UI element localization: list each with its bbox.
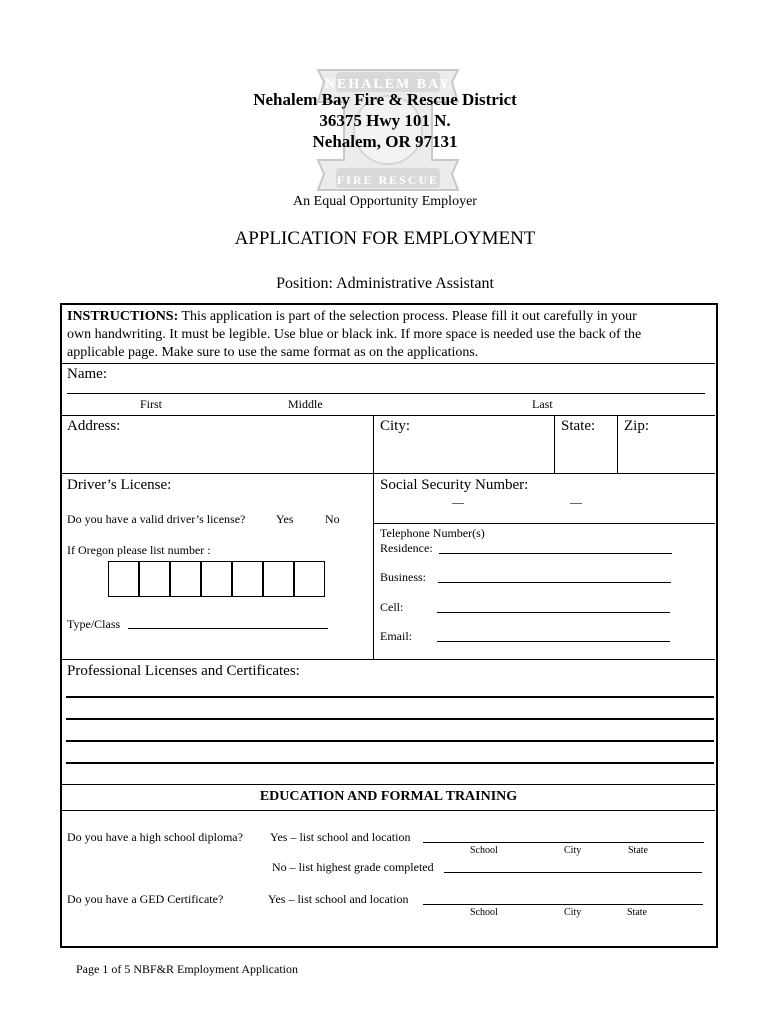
oregon-license-label: If Oregon please list number : <box>67 543 211 557</box>
zip-label: Zip: <box>624 418 649 434</box>
valid-license-question: Do you have a valid driver’s license? <box>67 512 246 526</box>
state-caption: State <box>628 845 648 856</box>
divider <box>373 415 374 474</box>
divider <box>62 473 715 474</box>
business-label: Business: <box>380 570 427 584</box>
ssn-dash: — <box>570 495 582 509</box>
ged-question: Do you have a GED Certificate? <box>67 892 224 906</box>
high-school-question: Do you have a high school diploma? <box>67 830 243 844</box>
city-label: City: <box>380 418 411 434</box>
email-field[interactable] <box>437 641 670 642</box>
organization-name: Nehalem Bay Fire & Rescue District <box>253 90 517 109</box>
type-class-label: Type/Class <box>67 617 121 631</box>
email-label: Email: <box>380 629 412 643</box>
license-digit-box[interactable] <box>232 561 263 597</box>
type-class-field[interactable] <box>128 628 328 629</box>
cell-phone-field[interactable] <box>437 612 670 613</box>
instructions-line-3: applicable page. Make sure to use the same format as on the applications. <box>67 345 479 360</box>
education-heading: EDUCATION AND FORMAL TRAINING <box>259 789 518 804</box>
ged-field[interactable] <box>423 904 703 905</box>
licenses-line[interactable] <box>66 762 714 764</box>
residence-label: Residence: <box>380 541 433 555</box>
cell-label: Cell: <box>380 600 404 614</box>
city-caption: City <box>564 845 582 856</box>
licenses-line[interactable] <box>66 740 714 742</box>
highest-grade-field[interactable] <box>444 872 702 873</box>
name-label: Name: <box>67 366 107 382</box>
licenses-line[interactable] <box>66 718 714 720</box>
last-name-caption: Last <box>532 397 553 411</box>
license-digit-box[interactable] <box>294 561 325 597</box>
divider <box>373 473 374 660</box>
middle-name-caption: Middle <box>288 397 323 411</box>
divider <box>62 659 715 660</box>
divider <box>554 415 555 474</box>
divider <box>62 784 715 785</box>
form-title: APPLICATION FOR EMPLOYMENT <box>234 228 536 249</box>
instructions-line-1: This application is part of the selection process. Please fill it out carefully in your <box>181 309 637 324</box>
organization-address: 36375 Hwy 101 N. <box>319 111 451 130</box>
license-digit-box[interactable] <box>201 561 232 597</box>
svg-text:NEHALEM BAY: NEHALEM BAY <box>324 77 452 92</box>
school-caption: School <box>470 845 498 856</box>
divider <box>617 415 618 474</box>
license-digit-box[interactable] <box>170 561 201 597</box>
ssn-label: Social Security Number: <box>380 477 529 493</box>
svg-text:FIRE RESCUE: FIRE RESCUE <box>336 173 440 187</box>
license-digit-box[interactable] <box>139 561 170 597</box>
state-label: State: <box>561 418 596 434</box>
professional-licenses-label: Professional Licenses and Certificates: <box>67 663 300 679</box>
page-footer: Page 1 of 5 NBF&R Employment Application <box>76 962 298 976</box>
telephone-label: Telephone Number(s) <box>380 526 485 540</box>
highest-grade-label: No – list highest grade completed <box>272 860 434 874</box>
license-digit-box[interactable] <box>263 561 294 597</box>
name-field[interactable] <box>67 393 705 394</box>
ssn-dash: — <box>452 495 464 509</box>
position-title: Position: Administrative Assistant <box>276 275 494 292</box>
first-name-caption: First <box>140 397 163 411</box>
high-school-field[interactable] <box>423 842 704 843</box>
equal-opportunity-statement: An Equal Opportunity Employer <box>293 194 477 209</box>
high-school-yes-label: Yes – list school and location <box>270 830 411 844</box>
license-yes-option[interactable]: Yes <box>276 512 294 526</box>
state-caption: State <box>627 907 647 918</box>
address-label: Address: <box>67 418 121 434</box>
license-no-option[interactable]: No <box>325 512 340 526</box>
instructions-label: INSTRUCTIONS: <box>67 309 179 324</box>
divider <box>62 810 715 811</box>
instructions-line-2: own handwriting. It must be legible. Use blue or black ink. If more space is needed use the back of the <box>67 327 642 342</box>
licenses-line[interactable] <box>66 696 714 698</box>
instructions-block <box>67 308 713 362</box>
organization-city: Nehalem, OR 97131 <box>312 132 458 151</box>
divider <box>373 523 715 524</box>
ged-yes-label: Yes – list school and location <box>268 892 409 906</box>
license-digit-box[interactable] <box>108 561 139 597</box>
application-form <box>60 303 718 948</box>
city-caption: City <box>564 907 582 918</box>
residence-phone-field[interactable] <box>439 553 672 554</box>
drivers-license-label: Driver’s License: <box>67 477 172 493</box>
business-phone-field[interactable] <box>438 582 671 583</box>
school-caption: School <box>470 907 498 918</box>
divider <box>62 363 715 364</box>
